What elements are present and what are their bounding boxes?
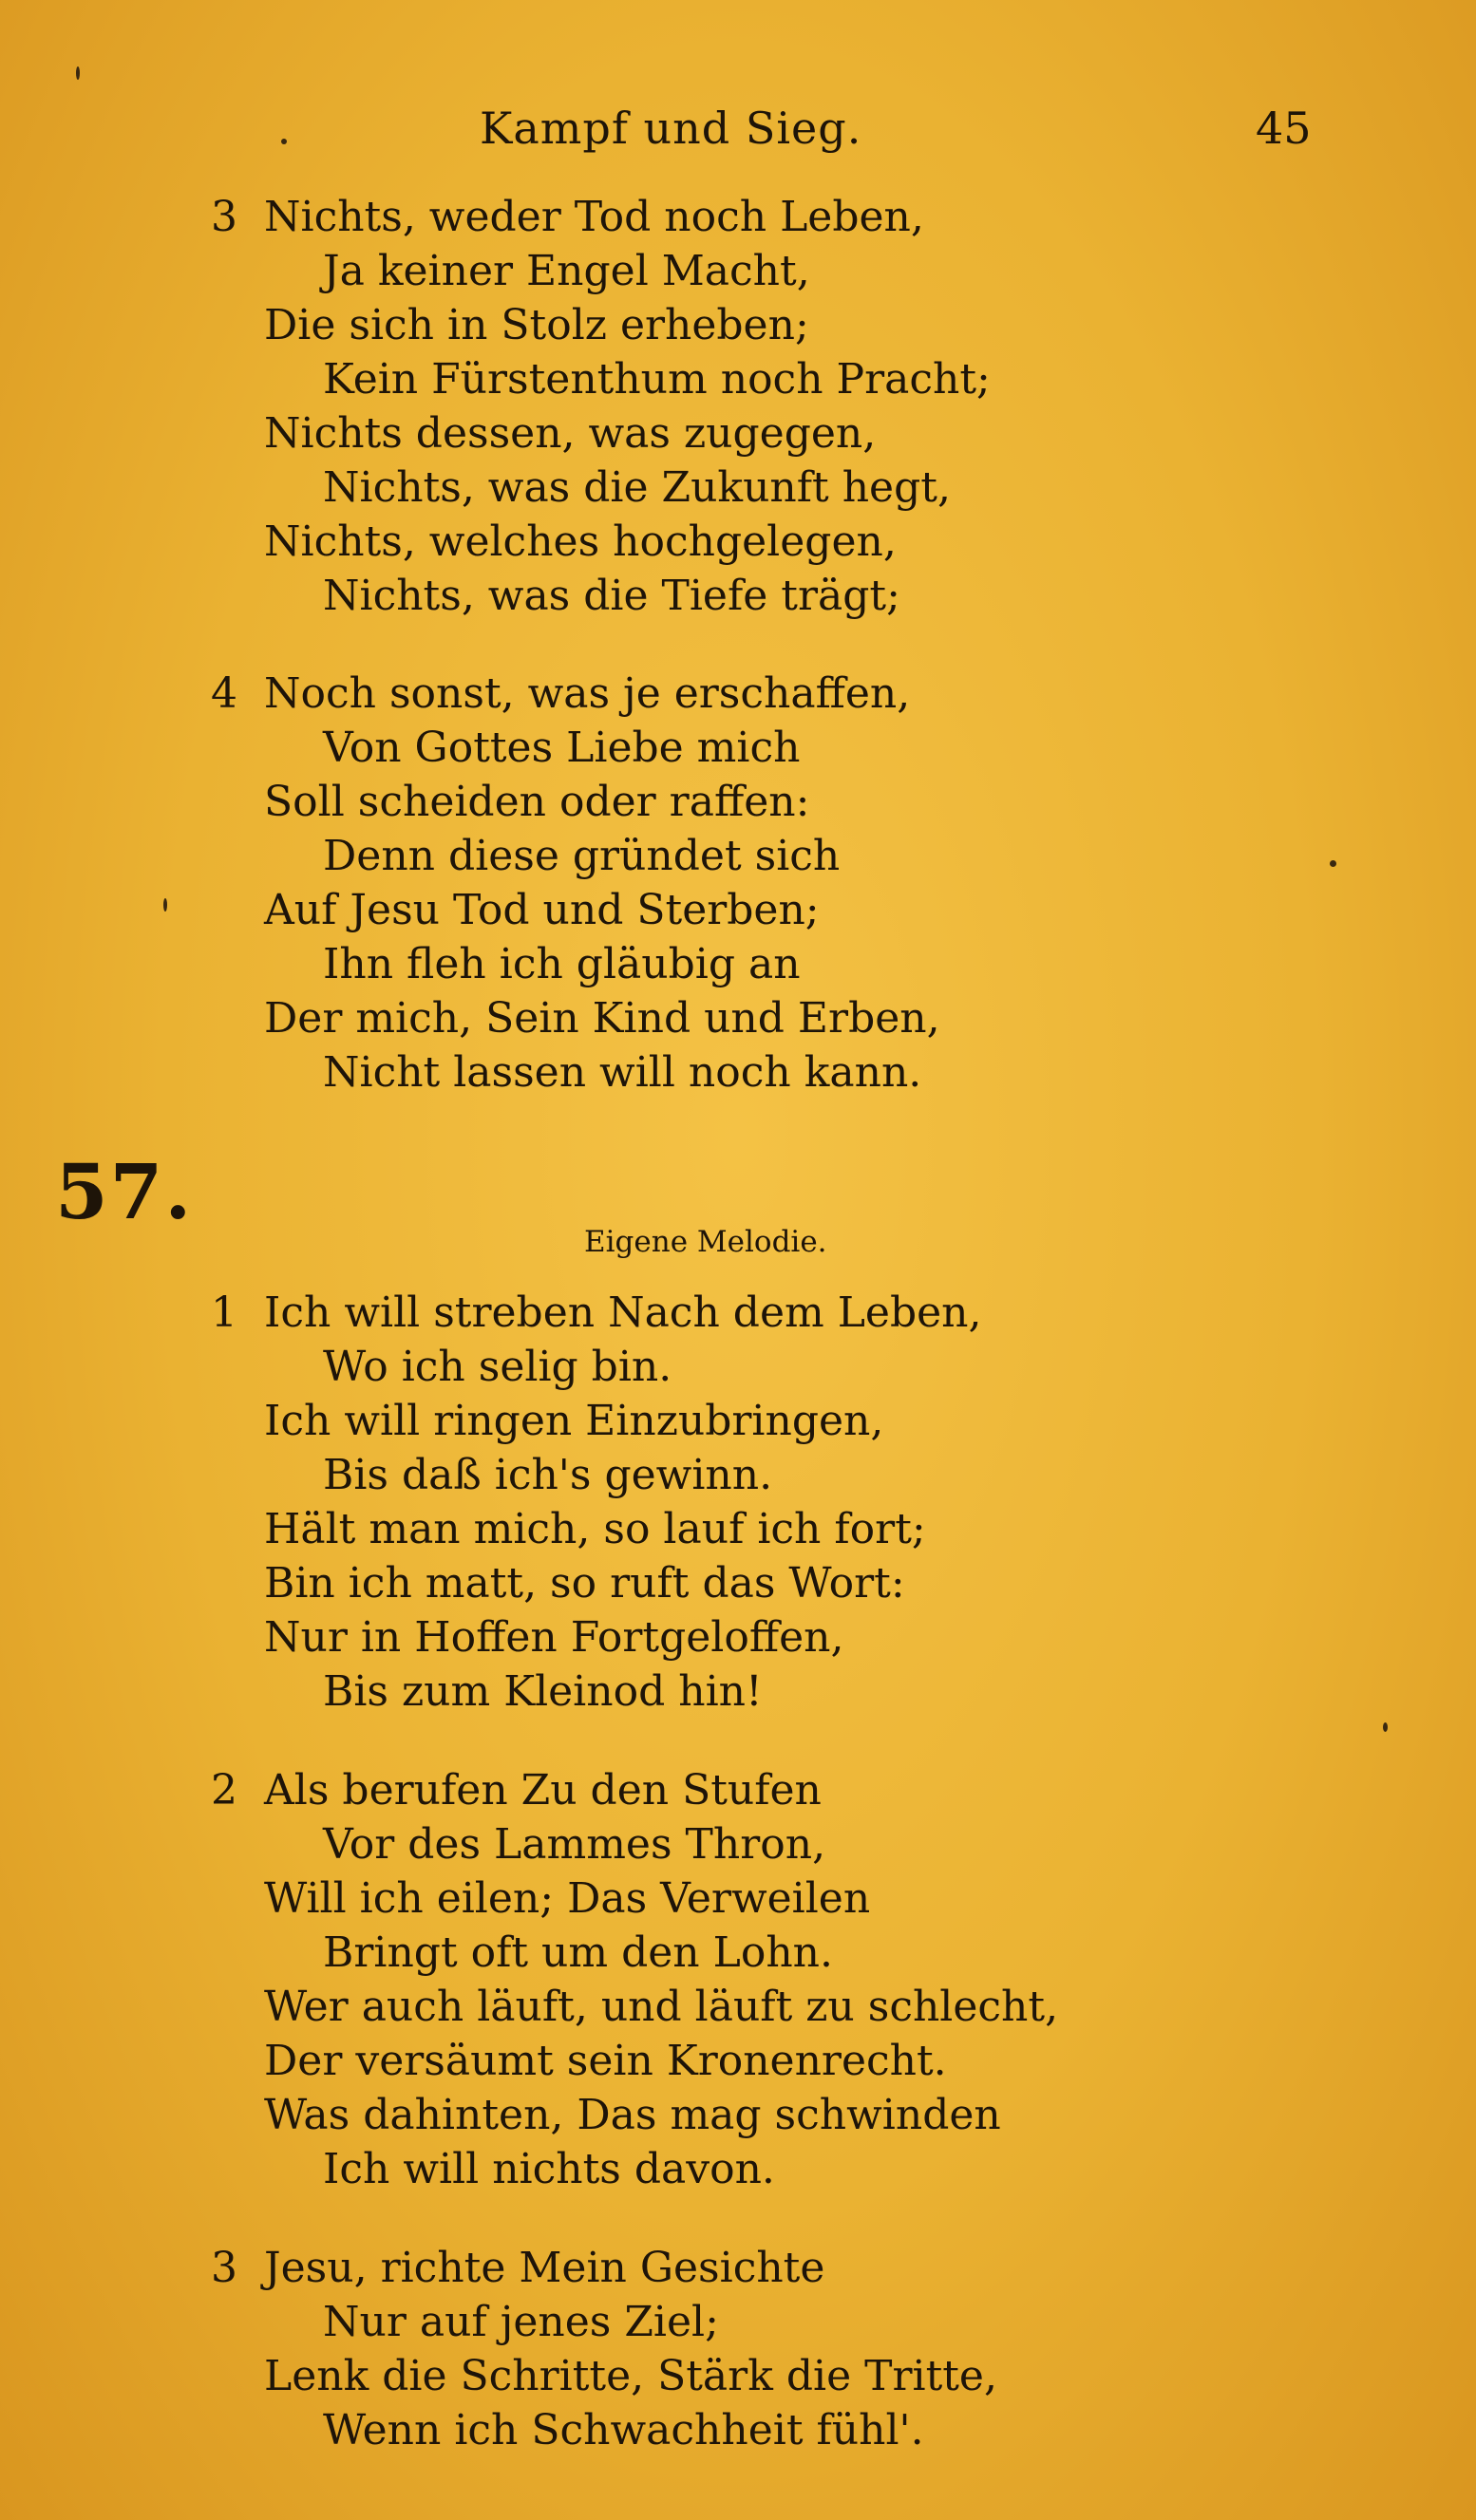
- verse-line: [0, 1926, 1476, 1980]
- paper-speck: [1383, 1722, 1388, 1732]
- verse-text: Nichts, weder Tod noch Leben,: [264, 193, 924, 241]
- verse-text: Was dahinten, Das mag schwinden: [264, 2091, 1001, 2139]
- verse-line: [0, 352, 1476, 406]
- verse-line: [0, 569, 1476, 623]
- hymn-stanza-1: [0, 1286, 1476, 1719]
- verse-text: Ich will nichts davon.: [323, 2145, 775, 2193]
- verse-line: [0, 1871, 1476, 1926]
- paper-speck: [281, 139, 287, 144]
- paper-speck: [76, 66, 80, 80]
- verse-line: [0, 883, 1476, 937]
- stanza-number: 3: [211, 2244, 237, 2292]
- verse-text: Jesu, richte Mein Gesichte: [264, 2244, 825, 2292]
- paper-speck: [163, 898, 167, 912]
- verse-line: [0, 721, 1476, 775]
- stanza-number: 1: [211, 1288, 237, 1337]
- verse-line: [0, 1610, 1476, 1664]
- verse-text: Nichts, was die Tiefe trägt;: [323, 572, 900, 620]
- page-header: [0, 103, 1476, 160]
- verse-text: Wo ich selig bin.: [323, 1343, 672, 1391]
- verse-line: [0, 1045, 1476, 1100]
- verse-text: Auf Jesu Tod und Sterben;: [264, 886, 820, 934]
- verse-line: [0, 406, 1476, 461]
- verse-line: [0, 1286, 1476, 1340]
- stanza-prev-4: [0, 667, 1476, 1100]
- verse-line: [0, 2088, 1476, 2142]
- verse-line: [0, 461, 1476, 515]
- verse-text: Nur in Hoffen Fortgeloffen,: [264, 1613, 844, 1662]
- melody-note: Eigene Melodie.: [584, 1225, 827, 1259]
- verse-line: [0, 1394, 1476, 1448]
- verse-line: [0, 2034, 1476, 2088]
- verse-line: [0, 1556, 1476, 1610]
- stanza-number: 2: [211, 1766, 237, 1815]
- verse-text: Von Gottes Liebe mich: [323, 724, 801, 772]
- verse-text: Ich will streben Nach dem Leben,: [264, 1288, 982, 1337]
- stanza-prev-3: [0, 190, 1476, 623]
- verse-line: [0, 937, 1476, 991]
- verse-text: Vor des Lammes Thron,: [323, 1820, 826, 1869]
- verse-text: Ja keiner Engel Macht,: [323, 247, 810, 295]
- verse-text: Denn diese gründet sich: [323, 832, 841, 880]
- verse-text: Bringt oft um den Lohn.: [323, 1928, 834, 1977]
- verse-line: [0, 829, 1476, 883]
- verse-text: Bis zum Kleinod hin!: [323, 1667, 763, 1716]
- verse-line: [0, 190, 1476, 244]
- hymn-stanza-3: [0, 2241, 1476, 2457]
- verse-line: [0, 667, 1476, 721]
- verse-text: Bin ich matt, so ruft das Wort:: [264, 1559, 905, 1608]
- verse-line: [0, 515, 1476, 569]
- running-title: Kampf und Sieg.: [480, 103, 862, 154]
- verse-text: Ich will ringen Einzubringen,: [264, 1397, 884, 1445]
- verse-text: Nur auf jenes Ziel;: [323, 2298, 719, 2346]
- verse-text: Der versäumt sein Kronenrecht.: [264, 2037, 947, 2085]
- page-number: 45: [1256, 103, 1312, 154]
- verse-text: Nichts, was die Zukunft hegt,: [323, 463, 951, 512]
- verse-text: Will ich eilen; Das Verweilen: [264, 1874, 871, 1923]
- verse-text: Die sich in Stolz erheben;: [264, 301, 809, 349]
- verse-line: [0, 1340, 1476, 1394]
- verse-text: Nichts dessen, was zugegen,: [264, 409, 877, 458]
- verse-text: Wer auch läuft, und läuft zu schlecht,: [264, 1983, 1059, 2031]
- verse-text: Ihn fleh ich gläubig an: [323, 940, 801, 988]
- verse-line: [0, 775, 1476, 829]
- verse-text: Der mich, Sein Kind und Erben,: [264, 994, 940, 1043]
- verse-line: [0, 991, 1476, 1045]
- verse-line: [0, 1448, 1476, 1502]
- verse-text: Kein Fürstenthum noch Pracht;: [323, 355, 991, 404]
- verse-line: [0, 1502, 1476, 1556]
- verse-line: [0, 2142, 1476, 2196]
- verse-text: Hält man mich, so lauf ich fort;: [264, 1505, 926, 1553]
- verse-line: [0, 2349, 1476, 2403]
- verse-text: Wenn ich Schwachheit fühl'.: [323, 2406, 924, 2454]
- verse-text: Lenk die Schritte, Stärk die Tritte,: [264, 2352, 997, 2400]
- verse-text: Bis daß ich's gewinn.: [323, 1451, 773, 1499]
- paper-speck: [1330, 860, 1336, 867]
- verse-line: [0, 298, 1476, 352]
- hymn-stanza-2: [0, 1763, 1476, 2196]
- verse-line: [0, 1817, 1476, 1871]
- verse-text: Nichts, welches hochgelegen,: [264, 517, 897, 566]
- stanza-number: 3: [211, 193, 237, 241]
- verse-line: [0, 1664, 1476, 1719]
- verse-text: Als berufen Zu den Stufen: [264, 1766, 822, 1815]
- hymn-number: 57.: [55, 1147, 194, 1236]
- verse-line: [0, 1763, 1476, 1817]
- verse-text: Noch sonst, was je erschaffen,: [264, 669, 911, 718]
- verse-line: [0, 2403, 1476, 2457]
- verse-line: [0, 2295, 1476, 2349]
- verse-text: Nicht lassen will noch kann.: [323, 1048, 922, 1097]
- verse-line: [0, 244, 1476, 298]
- stanza-number: 4: [211, 669, 237, 718]
- verse-line: [0, 2241, 1476, 2295]
- verse-text: Soll scheiden oder raffen:: [264, 778, 810, 826]
- verse-line: [0, 1980, 1476, 2034]
